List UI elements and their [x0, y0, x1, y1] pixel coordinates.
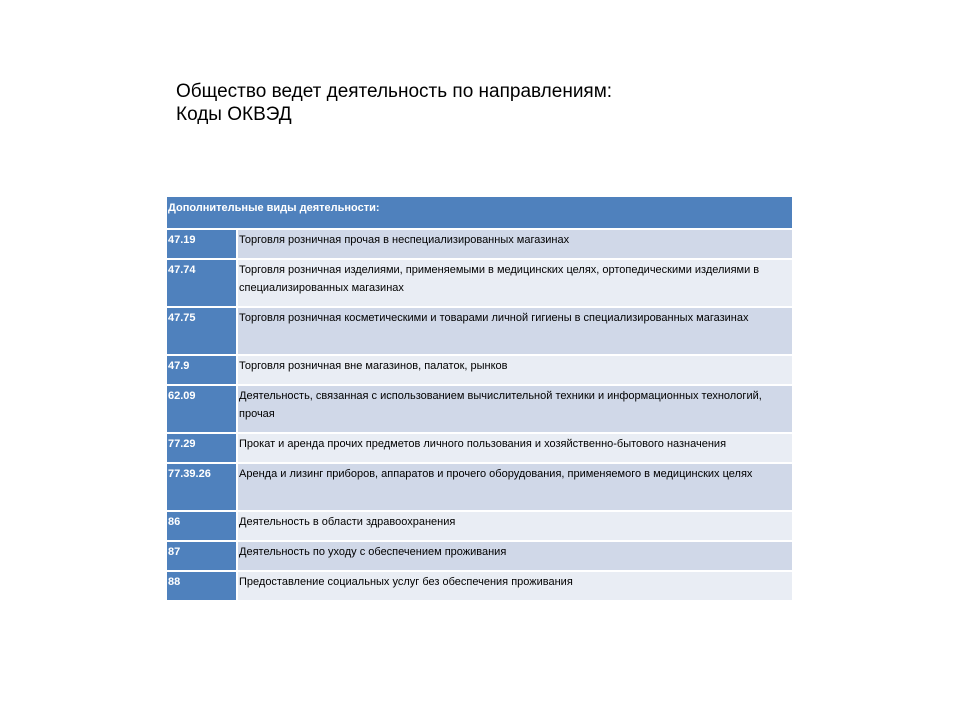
okved-code: 77.29 — [167, 433, 237, 463]
okved-code: 86 — [167, 511, 237, 541]
table-row — [167, 511, 792, 541]
okved-code: 47.9 — [167, 355, 237, 385]
activity-description: Аренда и лизинг приборов, аппаратов и прочего оборудования, применяемого в медицинских целях — [237, 463, 792, 511]
table-row — [167, 541, 792, 571]
slide-heading — [176, 80, 612, 126]
table-row — [167, 463, 792, 511]
table-row — [167, 259, 792, 307]
activity-description: Торговля розничная косметическими и товарами личной гигиены в специализированных магазинах — [237, 307, 792, 355]
table-row — [167, 385, 792, 433]
table-row — [167, 307, 792, 355]
table-header-row — [167, 197, 792, 229]
activity-description: Прокат и аренда прочих предметов личного пользования и хозяйственно-бытового назначения — [237, 433, 792, 463]
table-header: Дополнительные виды деятельности: — [167, 197, 792, 229]
okved-code: 88 — [167, 571, 237, 601]
table-row — [167, 229, 792, 259]
activity-description: Торговля розничная вне магазинов, палаток, рынков — [237, 355, 792, 385]
okved-code: 47.19 — [167, 229, 237, 259]
activity-description: Деятельность, связанная с использованием вычислительной техники и информационных технологий, прочая — [237, 385, 792, 433]
okved-code: 87 — [167, 541, 237, 571]
activity-description: Торговля розничная прочая в неспециализированных магазинах — [237, 229, 792, 259]
heading-line-1: Общество ведет деятельность по направлениям: — [176, 81, 613, 102]
okved-code: 47.75 — [167, 307, 237, 355]
table-row — [167, 433, 792, 463]
heading-line-2: Коды ОКВЭД — [176, 104, 292, 125]
okved-codes-table — [167, 197, 792, 602]
table-row — [167, 571, 792, 601]
okved-code: 47.74 — [167, 259, 237, 307]
activity-description: Деятельность по уходу с обеспечением проживания — [237, 541, 792, 571]
activity-description: Предоставление социальных услуг без обеспечения проживания — [237, 571, 792, 601]
okved-code: 77.39.26 — [167, 463, 237, 511]
activity-description: Торговля розничная изделиями, применяемыми в медицинских целях, ортопедическими изделиями в специализированных магазинах — [237, 259, 792, 307]
activity-description: Деятельность в области здравоохранения — [237, 511, 792, 541]
table-row — [167, 355, 792, 385]
okved-code: 62.09 — [167, 385, 237, 433]
